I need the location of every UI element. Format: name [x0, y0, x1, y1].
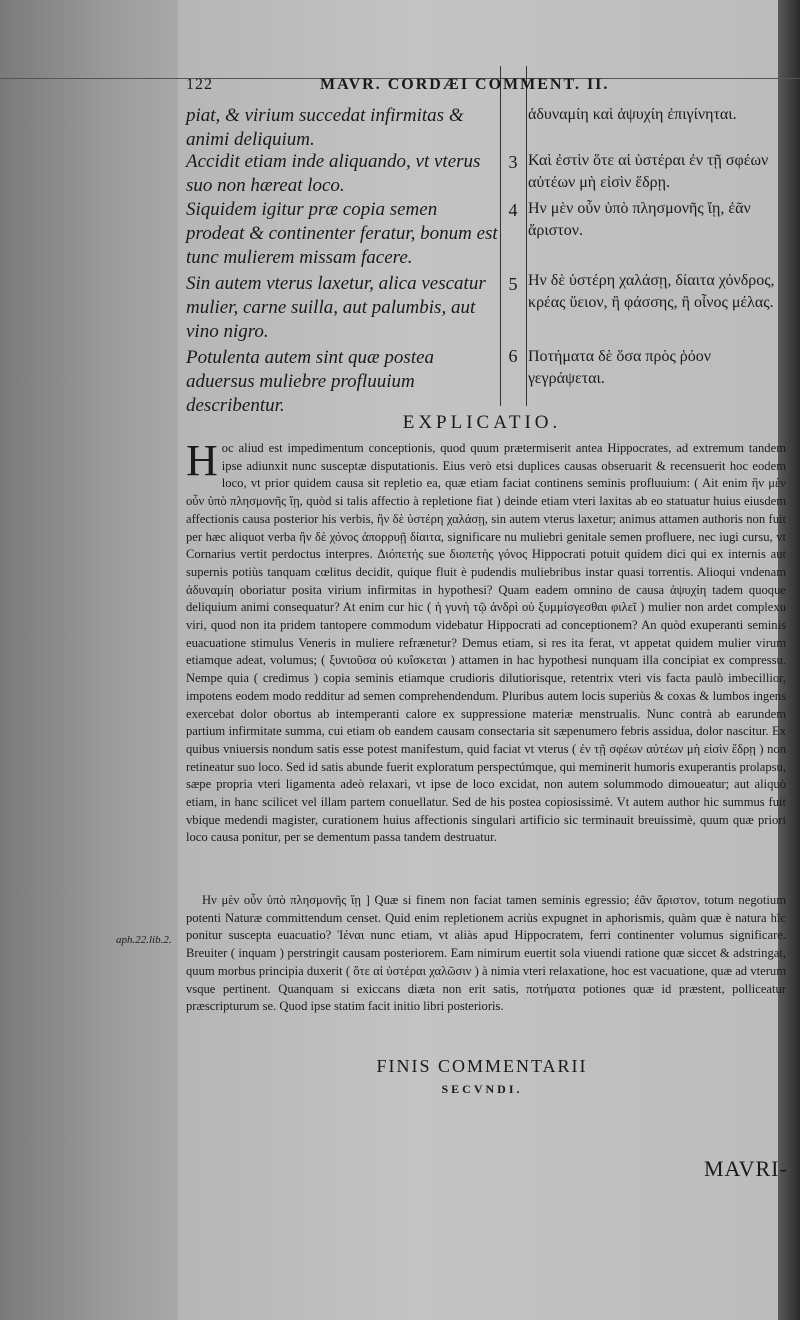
finis-subheading: SECVNDI. — [441, 1082, 523, 1096]
finis-heading: FINIS COMMENTARII — [376, 1056, 588, 1076]
latin-verse-3: Accidit etiam inde aliquando, vt vterus suo non hæreat loco. — [186, 151, 481, 196]
column-divider-left — [500, 66, 501, 406]
verse-number-3: 3 — [508, 152, 518, 172]
commentary-paragraph-2 — [186, 892, 786, 1016]
greek-verse-4: Ην μὲν οὖν ὑπὸ πλησμονῆς ἴῃ, ἐᾶν ἄριστον. — [528, 200, 751, 239]
latin-verse-5: Sin autem vterus laxetur, alica vescatur mulier, carne suilla, aut palumbis, aut vino nigro. — [186, 273, 486, 342]
running-head: MAVR. CORDÆI COMMENT. II. — [320, 76, 610, 93]
column-divider-right — [526, 66, 527, 406]
verse-number-4: 4 — [508, 200, 518, 220]
scan-background-left — [0, 0, 178, 1320]
commentary-paragraph-1 — [186, 436, 786, 847]
page-number: 122 — [186, 76, 213, 93]
greek-verse-5: Ην δὲ ὑστέρη χαλάσῃ, δίαιτα χόνδρος, κρέας ὕειον, ἢ φάσσης, ἢ οἶνος μέλας. — [528, 272, 775, 311]
latin-verse-6: Potulenta autem sint quæ postea aduersus muliebre profluuium describentur. — [186, 347, 435, 416]
margin-reference: aph.22.lib.2. — [116, 934, 172, 946]
drop-capital: H — [186, 436, 218, 485]
greek-verse-3: Καὶ ἐστὶν ὅτε αἱ ὑστέραι ἐν τῇ σφέων αὐτέων μὴ εἰσὶν ἕδρῃ. — [528, 152, 769, 191]
commentary-text-2: Ην μὲν οὖν ὑπὸ πλησμονῆς ἴῃ ] Quæ si finem non faciat tamen seminis egressio; ἐᾶν ἄριστον, totum negotium potenti Naturæ committendum censet. Quid enim repletionem acriùs expugnet in aphorismis, quàm quæ è natura hîc ponitur suscepta euacuatio? Ἰέναι nunc etiam, vt aliàs apud Hippocratem, ferri continenter volumus significare. Breuiter ( inquam ) perstringit causam posteriorem. Eam nimirum euertit sola viuendi ratione quæ siccet & adstringat, quum morbus principia duxerit ( ὅτε αἱ ὑστέραι χαλῶσιν ) à nimia vteri relaxatione, hoc est vacuatione, quæ ad vterum vsque pertinent. Quanquam si exiccans diæta non erit satis, ποτήματα potiones quæ id præstent, polliceatur præscripturum se. Quod ipse statim facit initio libri posterioris. — [186, 893, 786, 1014]
commentary-text-1: oc aliud est impedimentum conceptionis, quod quum prætermiserit antea Hippocrates, ad extremum tandem ipse adiunxit nunc susceptæ disputationis. Eius verò etsi duplices causas obseruarit & recensuerit hoc eodem loco, vt prior quidem causa sit repletio ea, quæ etiam faciat continens seminis profluuium: ( Ait enim ἣν μὲν οὖν ὑπὸ πλησμονῆς ἴῃ, quòd si talis affectio à repletione fiat ) deinde etiam vteri laxitas ab eo statuatur huius eiusdem affectionis causa posterior his verbis, ἣν δὲ ὑστέρη χαλάσῃ, sin autem vterus laxetur; animus attamen authoris non fuit per hæc aliquot verba ἣν δὲ χόνος ἀπορρυῇ δίαιτα, significare nu muliebri genitale semen profluere, nec iugi cursu, vt Cornarius vertit perdoctus interpres. Διόπετής sue διοπετὴς γόνος Hippocrati potuit quidem dici qui ex internis aut supernis potiùs tanquam cœlitus decidit, quique fluit è pudendis muliebribus instar quasi torrentis. Alioqui vndenam ἀδυναμίη oboriatur posita virium infirmitas in hypothesi? Quam eadem omnino de causa ἀψυχίη tadem quoque deliquium animi consequatur? At enim cur hic ( ἡ γυνὴ τῷ ἀνδρὶ οὐ ξυμμίσγεσθαι φιλεῖ ) mulier non ardet complexu viri, quod non ita pridem tantopere commodum videbatur Hippocrati ad conceptionem? An quòd exuperanti seminis euacuatione stimulus Veneris in muliere refrænetur? Demus etiam, si res ita ferat, vt appetat quidem mulier virum etiamque adeat, volumus; ( ξυνιοῦσα οὐ κυΐσκεται ) attamen in hac hypothesi nunquam illa concipiat ex compressu. Nempe quia ( credimus ) copia seminis etiamque crudioris dilutiorisque, retentrix vteri vis facta paulò imbecillior, impotens eodem modo redditur ad semen comprehendendum. Pluribus autem locis superiùs & coxas & lumbos ingens exercebat dolor obortus ab intemperanti calore ex suppressione materiæ menstrualis. Nunc contrà ab earundem partium infirmitate summa, cui etiam ob eandem causam consectaria sit sæpenumero febris assidua, dolor nascitur. Ex quibus vniuersis nondum satis esse potest manifestum, quid faciat vt vterus ( ἐν τῇ σφέων αὐτέων μὴ εἰσὶν ἕδρῃ ) non retineatur suo loco. Sed id satis abunde fuerit exploratum perspectúmque, qui meminerit humoris exuperantis prolapsu, sæpe propria vteri ligamenta adeò relaxari, vt ipse de loco excidat, non autem solummodo dimoueatur; aut aliquò etiam, in hanc scilicet vel illam partem conuellatur. Sed de his postea copiosissimè. Vt autem author hic summus fuit vbique medendi magister, curationem huius affectionis singulari artificio sic terminauit breuissimè, quum quæ priori loco causa ponitur, per se dementum passa tandem destruatur. — [186, 441, 786, 845]
latin-verse-1: piat, & virium succedat infirmitas & animi deliquium. — [186, 105, 464, 150]
verse-number-5: 5 — [508, 274, 518, 294]
greek-verse-6: Ποτήματα δὲ ὅσα πρὸς ῥόον γεγράψεται. — [528, 348, 712, 387]
greek-verse-1: ἀδυναμίη καὶ ἀψυχίη ἐπιγίνηται. — [528, 106, 737, 123]
latin-verse-4: Siquidem igitur præ copia semen prodeat & continenter feratur, bonum est tunc mulierem missam facere. — [186, 199, 498, 268]
section-title-explicatio: EXPLICATIO. — [402, 412, 562, 433]
catchword: MAVRI- — [704, 1156, 788, 1181]
verse-number-6: 6 — [508, 346, 518, 366]
